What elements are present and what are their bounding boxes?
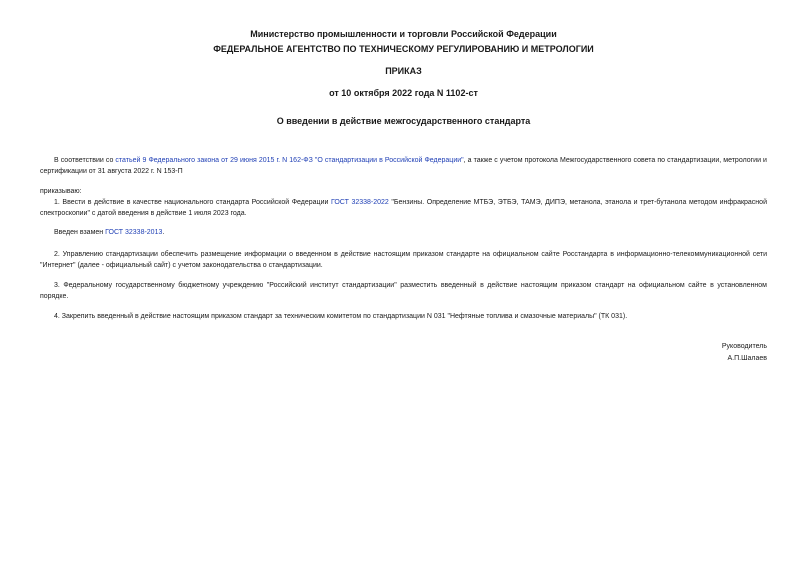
item-1-text-before: 1. Ввести в действие в качестве национального стандарта Российской Федерации: [54, 199, 331, 206]
preamble-text-before: В соответствии со: [54, 157, 116, 164]
item-3-paragraph: 3. Федеральному государственному бюджетному учреждению "Российский институт стандартизации" разместить введенный в действие настоящим приказом стандарт на официальном сайте в установленном порядке.: [40, 282, 767, 300]
replaced-text-after: .: [162, 229, 165, 236]
gost-2013-link[interactable]: ГОСТ 32338-2013: [105, 229, 163, 236]
document-subject: О введении в действие межгосударственного стандарта: [276, 116, 531, 126]
item-1-text-after: "Бензины. Определение МТБЭ, ЭТБЭ, ТАМЭ, ДИПЭ, метанола, этанола и трет-бутанола методом инфракрасной спектроскопии" с датой введения в действие 1 июля 2023 года.: [40, 199, 767, 217]
agency-title: ФЕДЕРАЛЬНОЕ АГЕНТСТВО ПО ТЕХНИЧЕСКОМУ РЕГУЛИРОВАНИЮ И МЕТРОЛОГИИ: [213, 44, 594, 54]
replaced-paragraph: [40, 227, 767, 238]
order-word: приказываю:: [40, 188, 82, 195]
preamble-paragraph: [40, 155, 767, 177]
item-2-paragraph: 2. Управлению стандартизации обеспечить размещение информации о введенном в действие настоящим приказом стандарте на официальном сайте Росстандарта в информационно-телекоммуникационной сети "Интернет" (далее - официальный сайт) с учетом законодательства о стандартизации.: [40, 251, 767, 269]
preamble-text-after: , а также с учетом протокола Межгосударственного совета по стандартизации, метрологии и сертификации от 31 августа 2022 г. N 153-П: [40, 157, 767, 175]
ministry-title: Министерство промышленности и торговли Российской Федерации: [250, 29, 557, 39]
federal-law-link[interactable]: статьей 9 Федерального закона от 29 июня 2015 г. N 162-ФЗ "О стандартизации в Российской Федерации": [115, 157, 464, 164]
item-1-paragraph: [40, 197, 767, 219]
item-4-paragraph: 4. Закрепить введенный в действие настоящим приказом стандарт за техническим комитетом по стандартизации N 031 "Нефтяные топлива и смазочные материалы" (ТК 031).: [54, 313, 628, 320]
replaced-text-before: Введен взамен: [54, 229, 106, 236]
document-type: ПРИКАЗ: [385, 66, 422, 76]
document-date-number: от 10 октября 2022 года N 1102-ст: [329, 88, 478, 98]
signature-name: А.П.Шалаев: [727, 355, 767, 362]
signature-position: Руководитель: [721, 343, 767, 350]
gost-2022-link[interactable]: ГОСТ 32338-2022: [330, 199, 389, 206]
